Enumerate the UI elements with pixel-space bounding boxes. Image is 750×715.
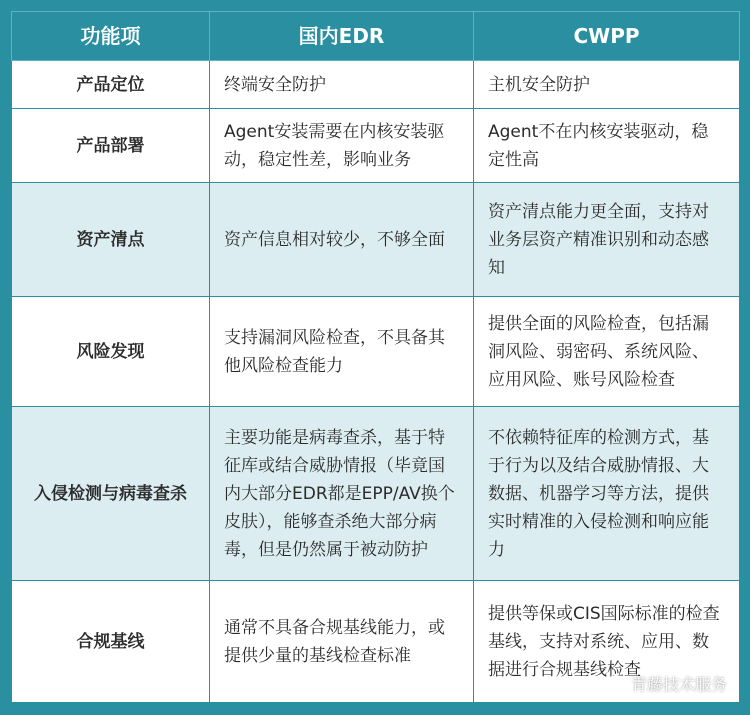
header-feature: 功能项 bbox=[12, 12, 210, 61]
header-cwpp: CWPP bbox=[474, 12, 740, 61]
cwpp-cell: 资产清点能力更全面，支持对业务层资产精准识别和动态感知 bbox=[474, 183, 740, 297]
feature-cell: 入侵检测与病毒查杀 bbox=[12, 407, 210, 581]
edr-cell: 主要功能是病毒查杀，基于特征库或结合威胁情报（毕竟国内大部分EDR都是EPP/AV换个皮肤），能够查杀绝大部分病毒，但是仍然属于被动防护 bbox=[210, 407, 474, 581]
edr-cell: Agent安装需要在内核安装驱动，稳定性差，影响业务 bbox=[210, 109, 474, 183]
feature-cell: 产品定位 bbox=[12, 61, 210, 109]
feature-cell: 合规基线 bbox=[12, 581, 210, 703]
edr-cell: 通常不具备合规基线能力，或提供少量的基线检查标准 bbox=[210, 581, 474, 703]
table-row bbox=[12, 61, 740, 109]
cwpp-cell: 提供全面的风险检查，包括漏洞风险、弱密码、系统风险、应用风险、账号风险检查 bbox=[474, 297, 740, 407]
edr-cell: 资产信息相对较少，不够全面 bbox=[210, 183, 474, 297]
cwpp-cell: 提供等保或CIS国际标准的检查基线，支持对系统、应用、数据进行合规基线检查 bbox=[474, 581, 740, 703]
watermark-text: 青藤技术服务 bbox=[630, 675, 727, 694]
edr-cell: 支持漏洞风险检查，不具备其他风险检查能力 bbox=[210, 297, 474, 407]
feature-cell: 资产清点 bbox=[12, 183, 210, 297]
feature-cell: 产品部署 bbox=[12, 109, 210, 183]
comparison-table-frame bbox=[11, 11, 739, 701]
cwpp-cell: 不依赖特征库的检测方式，基于行为以及结合威胁情报、大数据、机器学习等方法，提供实时精准的入侵检测和响应能力 bbox=[474, 407, 740, 581]
comparison-table bbox=[11, 11, 740, 703]
table-row bbox=[12, 183, 740, 297]
cwpp-cell: Agent不在内核安装驱动，稳定性高 bbox=[474, 109, 740, 183]
table-row bbox=[12, 297, 740, 407]
table-row bbox=[12, 109, 740, 183]
watermark bbox=[607, 672, 727, 695]
feature-cell: 风险发现 bbox=[12, 297, 210, 407]
cwpp-cell: 主机安全防护 bbox=[474, 61, 740, 109]
edr-cell: 终端安全防护 bbox=[210, 61, 474, 109]
table-header-row bbox=[12, 12, 740, 61]
header-edr: 国内EDR bbox=[210, 12, 474, 61]
wechat-logo-icon bbox=[607, 675, 625, 693]
table-row bbox=[12, 407, 740, 581]
